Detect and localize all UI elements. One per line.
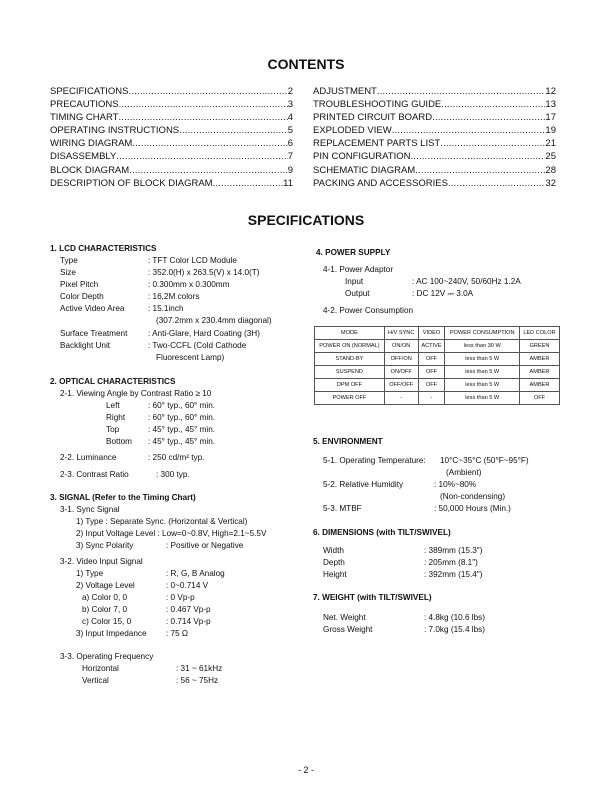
table-cell: AMBER (520, 379, 560, 392)
dimensions-heading: 6. DIMENSIONS (with TILT/SWIVEL) (313, 528, 451, 537)
toc-entry[interactable]: ADJUSTMENT ..... 12 (313, 85, 556, 98)
table-cell: less than 30 W (445, 340, 520, 353)
table-row (315, 392, 560, 405)
table-cell: less than 5 W (445, 379, 520, 392)
lcd-value: : Two-CCFL (Cold Cathode (148, 341, 247, 350)
table-header-cell: POWER CONSUMPTION (445, 327, 520, 340)
video-value: : 0 Vp-p (166, 593, 195, 602)
video-value: : 0.467 Vp-p (166, 605, 211, 614)
sync-polarity-value: : Positive or Negative (166, 541, 244, 550)
lcd-value: Fluorescent Lamp) (156, 353, 225, 362)
contrast-label: 2-3. Contrast Ratio (60, 470, 129, 479)
video-key: b) Color 7, 0 (82, 605, 128, 614)
freq-h-label: Horizontal (82, 664, 119, 673)
adaptor-input-value: : AC 100~240V, 50/60Hz 1.2A (412, 277, 521, 286)
toc-entry[interactable]: EXPLODED VIEW ..... 19 (313, 124, 556, 137)
dim-value: : 205mm (8.1") (424, 558, 478, 567)
dim-value: : 392mm (15.4") (424, 570, 483, 579)
table-cell: - (384, 392, 418, 405)
consumption-title: 4-2. Power Consumption (323, 306, 414, 315)
toc-entry[interactable]: TROUBLESHOOTING GUIDE ..... 13 (313, 98, 556, 111)
video-title: 3-2. Video Input Signal (60, 557, 143, 566)
adaptor-title: 4-1. Power Adaptor (323, 265, 394, 274)
mtbf-label: 5-3. MTBF (323, 504, 362, 513)
toc-entry[interactable]: WIRING DIAGRAM ..... 6 (50, 137, 293, 150)
angle-value: : 60° typ., 60° min. (148, 401, 216, 410)
angle-key: Right (106, 413, 126, 422)
environment-heading: 5. ENVIRONMENT (313, 437, 383, 446)
video-value: : 0~0.714 V (166, 581, 209, 590)
lcd-key: Type (60, 256, 78, 265)
dim-value: : 389mm (15.3") (424, 546, 483, 555)
freq-title: 3-3. Operating Frequency (60, 652, 154, 661)
mtbf-value: : 50,000 Hours (Min.) (434, 504, 511, 513)
humidity-note: (Non-condensing) (440, 492, 506, 501)
toc-entry[interactable]: BLOCK DIAGRAM ..... 9 (50, 164, 293, 177)
table-cell: OFF (418, 353, 445, 366)
table-cell: DPM OFF (315, 379, 385, 392)
toc-entry[interactable]: DESCRIPTION OF BLOCK DIAGRAM ..... 11 (50, 177, 293, 190)
toc-entry[interactable]: SCHEMATIC DIAGRAM ..... 28 (313, 164, 556, 177)
table-cell: AMBER (520, 353, 560, 366)
temp-label: 5-1. Operating Temperature: (323, 456, 426, 465)
freq-h-value: : 31 ~ 61kHz (176, 664, 223, 673)
video-key: 2) Voltage Level (76, 581, 135, 590)
table-cell: less than 5 W (445, 366, 520, 379)
angle-key: Bottom (106, 437, 132, 446)
video-key: 1) Type (76, 569, 104, 578)
toc-entry[interactable]: PRINTED CIRCUIT BOARD ..... 17 (313, 111, 556, 124)
lcd-key: Backlight Unit (60, 341, 111, 350)
humidity-value: : 10%~80% (434, 480, 477, 489)
table-cell: - (418, 392, 445, 405)
toc-right (313, 85, 556, 190)
adaptor-output-label: Output (345, 289, 370, 298)
table-cell: OFF/OFF (384, 379, 418, 392)
lcd-value: : TFT Color LCD Module (148, 256, 237, 265)
sync-type: 1) Type : Separate Sync. (Horizontal & Vertical) (76, 517, 248, 526)
dim-key: Width (323, 546, 344, 555)
table-row (315, 379, 560, 392)
table-cell: ON/OFF (384, 366, 418, 379)
lcd-heading: 1. LCD CHARACTERISTICS (50, 244, 157, 253)
contrast-value: : 300 typ. (156, 470, 190, 479)
toc-left (50, 85, 293, 190)
video-key: 3) Input Impedance (76, 629, 147, 638)
table-cell: less than 5 W (445, 392, 520, 405)
table-row (315, 366, 560, 379)
table-cell: OFF (418, 366, 445, 379)
luminance-label: 2-2. Luminance (60, 453, 117, 462)
toc-entry[interactable]: DISASSEMBLY ..... 7 (50, 150, 293, 163)
video-key: c) Color 15, 0 (82, 617, 132, 626)
lcd-value: : 352.0(H) x 263.5(V) x 14.0(T) (148, 268, 260, 277)
dim-key: Depth (323, 558, 345, 567)
weight-key: Gross Weight (323, 625, 373, 634)
toc-entry[interactable]: PACKING AND ACCESSORIES ..... 32 (313, 177, 556, 190)
power-consumption-table (314, 326, 560, 405)
contents-title: CONTENTS (267, 56, 345, 72)
table-header (315, 327, 560, 340)
angle-value: : 45° typ., 45° min. (148, 425, 216, 434)
temp-note: (Ambient) (446, 468, 482, 477)
video-key: a) Color 0, 0 (82, 593, 128, 602)
power-heading: 4. POWER SUPPLY (316, 248, 391, 257)
optical-heading: 2. OPTICAL CHARACTERISTICS (50, 377, 176, 386)
lcd-value: : Anti-Glare, Hard Coating (3H) (148, 329, 260, 338)
angle-key: Left (106, 401, 120, 410)
temp-value: 10°C~35°C (50°F~95°F) (440, 456, 529, 465)
video-value: : 0.714 Vp-p (166, 617, 211, 626)
toc-entry[interactable]: OPERATING INSTRUCTIONS ..... 5 (50, 124, 293, 137)
adaptor-output-value: : DC 12V ⎓ 3.0A (412, 289, 474, 298)
lcd-key: Active Video Area (60, 304, 125, 313)
table-cell: OFF (418, 379, 445, 392)
adaptor-input-label: Input (345, 277, 364, 286)
table-cell: ACTIVE (418, 340, 445, 353)
toc-entry[interactable]: PRECAUTIONS ..... 3 (50, 98, 293, 111)
signal-heading: 3. SIGNAL (Refer to the Timing Chart) (50, 493, 196, 502)
toc-entry[interactable]: SPECIFICATIONS ..... 2 (50, 85, 293, 98)
table-header-cell: VIDEO (418, 327, 445, 340)
table-cell: GREEN (520, 340, 560, 353)
lcd-value: : 16,2M colors (148, 292, 200, 301)
lcd-value: (307.2mm x 230.4mm diagonal) (156, 316, 272, 325)
luminance-value: : 250 cd/m² typ. (148, 453, 205, 462)
video-value: : R, G, B Analog (166, 569, 225, 578)
table-row (315, 340, 560, 353)
weight-heading: 7. WEIGHT (with TILT/SWIVEL) (313, 593, 432, 602)
sync-polarity-label: 3) Sync Polarity (76, 541, 134, 550)
toc-entry[interactable]: PIN CONFIGURATION ..... 25 (313, 150, 556, 163)
angle-value: : 60° typ., 60° min. (148, 413, 216, 422)
spec-title: SPECIFICATIONS (247, 212, 365, 228)
sync-title: 3-1. Sync Signal (60, 505, 120, 514)
lcd-key: Surface Treatment (60, 329, 128, 338)
weight-value: : 7.0kg (15.4 lbs) (424, 625, 485, 634)
table-header-cell: H/V SYNC (384, 327, 418, 340)
table-cell: OFF/ON (384, 353, 418, 366)
table-cell: STAND-BY (315, 353, 385, 366)
lcd-key: Size (60, 268, 76, 277)
table-cell: SUSPEND (315, 366, 385, 379)
table-cell: POWER ON (NORMAL) (315, 340, 385, 353)
toc-entry[interactable]: TIMING CHART ..... 4 (50, 111, 293, 124)
angle-key: Top (106, 425, 120, 434)
weight-key: Net. Weight (323, 613, 366, 622)
lcd-key: Color Depth (60, 292, 104, 301)
viewing-angle-title: 2-1. Viewing Angle by Contrast Ratio ≥ 10 (60, 389, 212, 398)
table-cell: less than 5 W (445, 353, 520, 366)
table-cell: OFF (520, 392, 560, 405)
table-cell: AMBER (520, 366, 560, 379)
humidity-label: 5-2. Relative Humidity (323, 480, 404, 489)
dim-key: Height (323, 570, 347, 579)
lcd-value: : 15.1inch (148, 304, 184, 313)
table-row (315, 353, 560, 366)
lcd-value: : 0.300mm x 0.300mm (148, 280, 230, 289)
angle-value: : 45° typ., 45° min. (148, 437, 216, 446)
sync-input: 2) Input Voltage Level : Low=0~0.8V, High=2.1~5.5V (76, 529, 267, 538)
video-value: : 75 Ω (166, 629, 189, 638)
page-number: - 2 - (297, 765, 314, 775)
table-header-cell: LED COLOR (520, 327, 560, 340)
lcd-key: Pixel Pitch (60, 280, 99, 289)
freq-v-label: Vertical (82, 676, 109, 685)
freq-v-value: : 56 ~ 75Hz (176, 676, 219, 685)
weight-value: : 4.8kg (10.6 lbs) (424, 613, 485, 622)
table-cell: ON/ON (384, 340, 418, 353)
table-cell: POWER OFF (315, 392, 385, 405)
toc-entry[interactable]: REPLACEMENT PARTS LIST ..... 21 (313, 137, 556, 150)
table-header-cell: MODE (315, 327, 385, 340)
